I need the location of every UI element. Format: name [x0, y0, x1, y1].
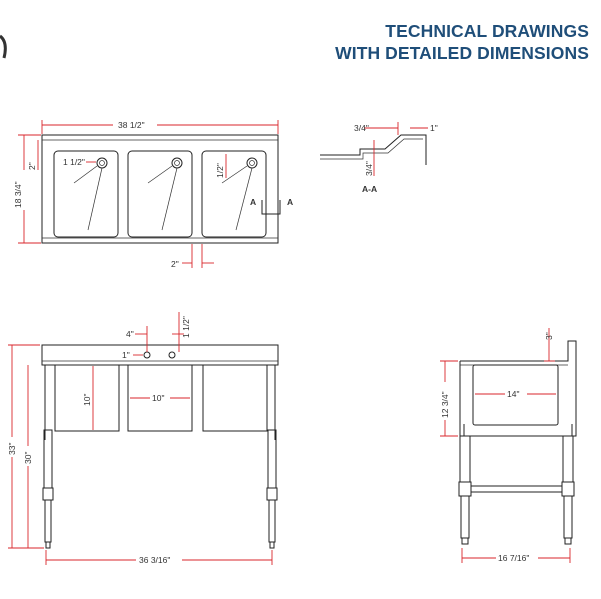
dim-lip-width: 1" [430, 123, 438, 133]
dim-bowl-width: 10" [152, 393, 165, 403]
dim-faucet-height: 1 1/2" [181, 316, 191, 338]
top-view [13, 119, 293, 269]
section-mark-right: A [287, 197, 294, 207]
side-view [440, 328, 576, 563]
dim-faucet-spacing: 4" [126, 329, 134, 339]
dim-divider-width: 2" [171, 259, 179, 269]
section-view [320, 122, 438, 194]
dim-drain-size: 1 1/2" [63, 157, 85, 167]
dim-leg-span: 36 3/16" [139, 555, 171, 565]
title-line-2: WITH DETAILED DIMENSIONS [335, 43, 589, 63]
dim-backsplash: 3" [544, 332, 554, 340]
dim-overall-width: 38 1/2" [118, 120, 145, 130]
dim-edge-offset: 2" [27, 162, 37, 170]
dim-side-height: 12 3/4" [440, 391, 450, 418]
dim-side-leg-span: 16 7/16" [498, 553, 530, 563]
dim-leg-height: 30" [23, 451, 33, 464]
section-label: A-A [362, 184, 378, 194]
logo-fragment [0, 36, 5, 58]
dim-overall-height: 33" [7, 442, 17, 455]
front-view [7, 312, 278, 565]
section-mark-left: A [250, 197, 257, 207]
dim-drain-offset: 1/2" [215, 163, 225, 178]
dim-bowl-length: 14" [507, 389, 520, 399]
dim-bowl-depth: 10" [82, 393, 92, 406]
dim-lip-height: 3/4" [354, 123, 369, 133]
title-line-1: TECHNICAL DRAWINGS [385, 21, 589, 41]
dim-overall-depth: 18 3/4" [13, 181, 23, 208]
dim-rim-height: 3/4" [364, 161, 374, 176]
dim-faucet-offset: 1" [122, 350, 130, 360]
